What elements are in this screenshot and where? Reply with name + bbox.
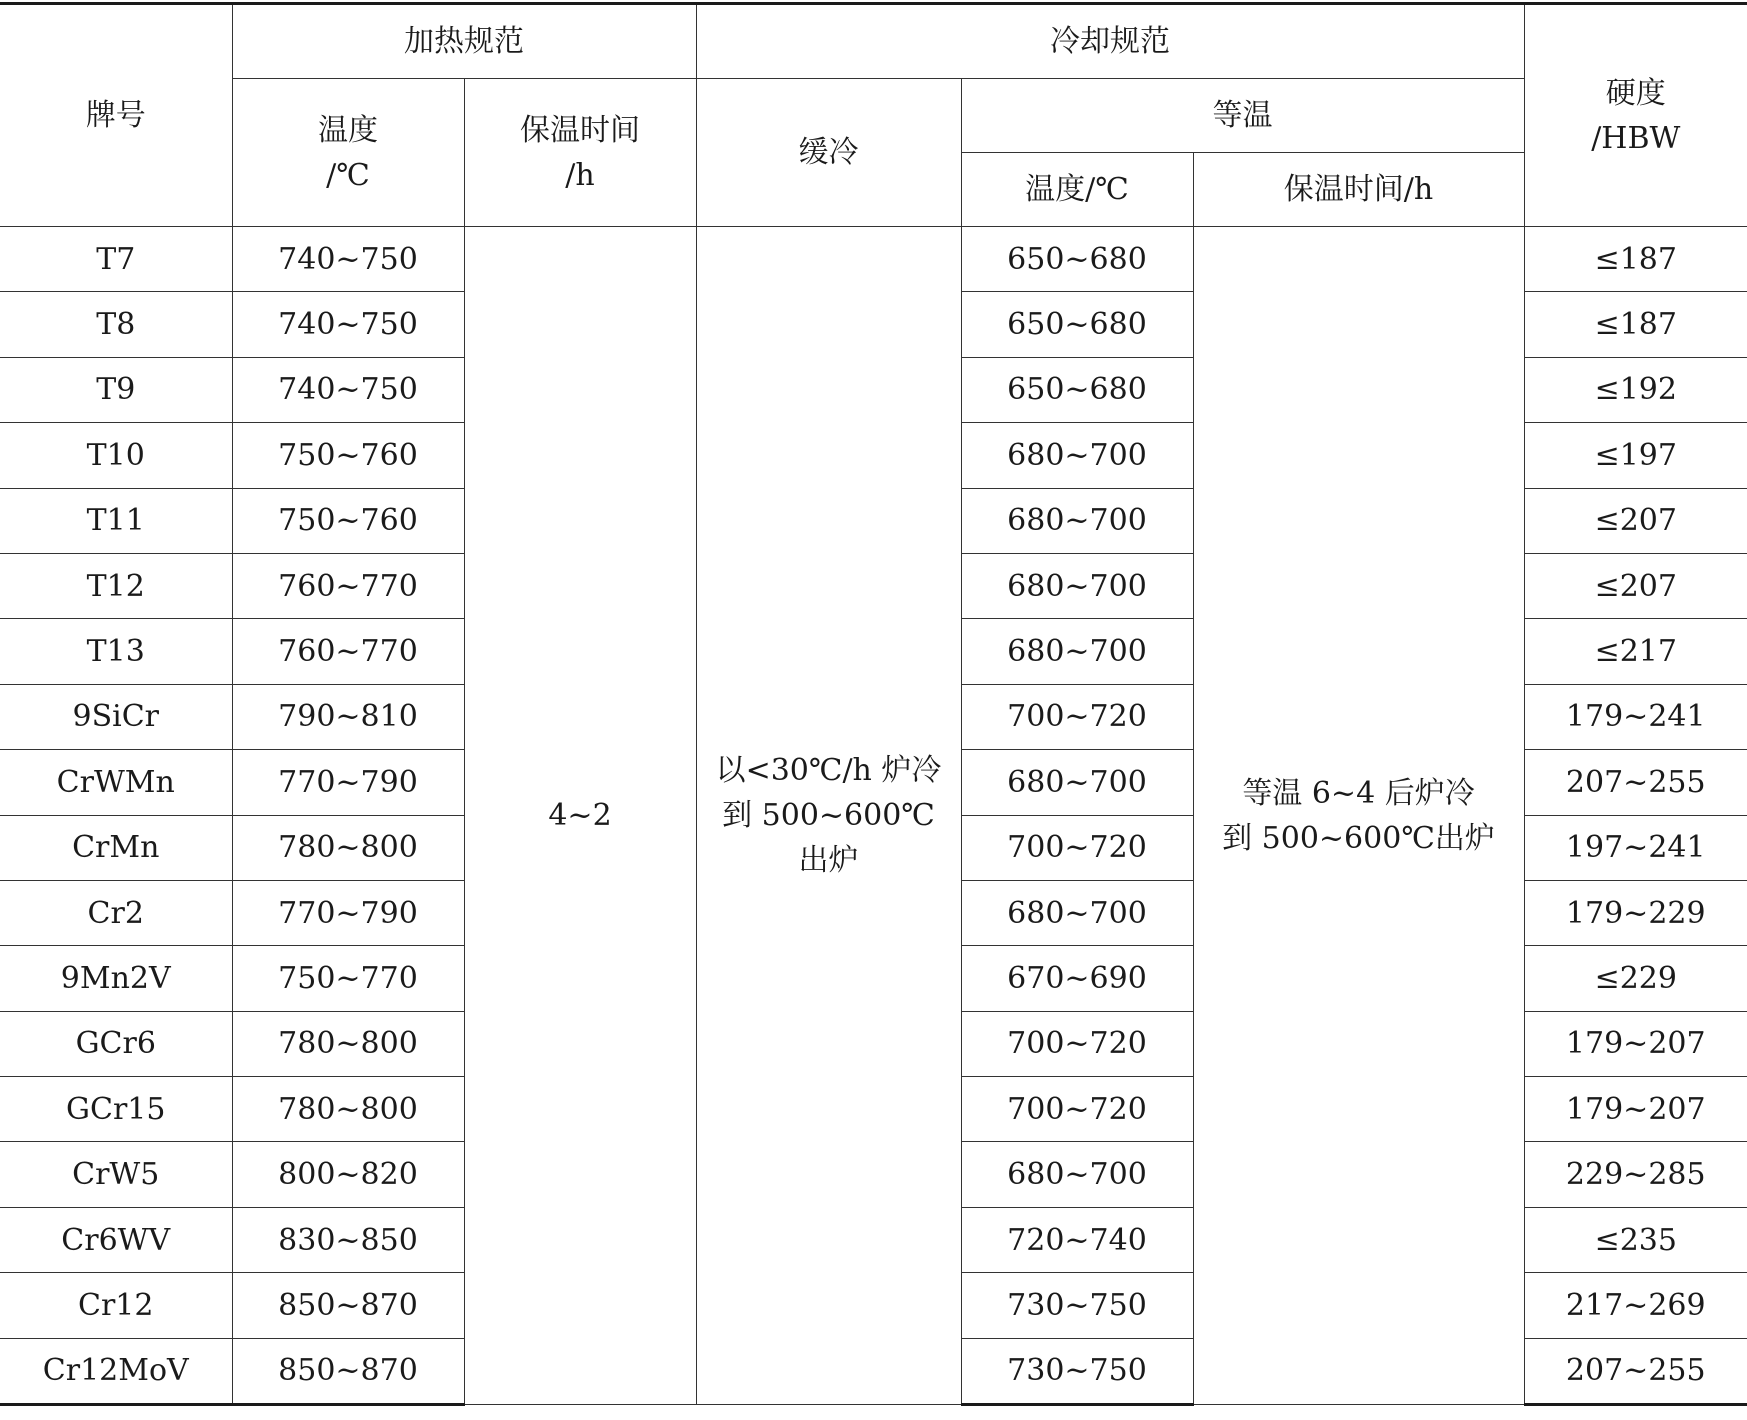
- grade-cell: T13: [0, 619, 232, 684]
- heat-temp-cell: 750~760: [232, 423, 464, 488]
- hardness-cell: 197~241: [1524, 815, 1747, 880]
- iso-temp-cell: 700~720: [961, 684, 1193, 749]
- grade-cell: Cr12MoV: [0, 1338, 232, 1404]
- heat-temp-cell: 770~790: [232, 880, 464, 945]
- grade-cell: T7: [0, 227, 232, 292]
- hardness-cell: 179~229: [1524, 880, 1747, 945]
- heat-temp-cell: 740~750: [232, 227, 464, 292]
- heat-temp-cell: 760~770: [232, 619, 464, 684]
- hardness-cell: 207~255: [1524, 1338, 1747, 1404]
- iso-temp-header: 温度/℃: [961, 153, 1193, 227]
- iso-temp-cell: 680~700: [961, 1142, 1193, 1207]
- grade-cell: Cr6WV: [0, 1207, 232, 1272]
- grade-cell: CrWMn: [0, 750, 232, 815]
- heat-temp-cell: 790~810: [232, 684, 464, 749]
- heating-spec-header: 加热规范: [232, 4, 696, 79]
- grade-cell: T9: [0, 357, 232, 422]
- heat-temp-cell: 830~850: [232, 1207, 464, 1272]
- grade-cell: 9SiCr: [0, 684, 232, 749]
- hardness-cell: ≤207: [1524, 553, 1747, 618]
- iso-temp-cell: 720~740: [961, 1207, 1193, 1272]
- heat-temp-cell: 750~760: [232, 488, 464, 553]
- header-row-2: [0, 79, 1747, 153]
- slow-cool-header: 缓冷: [696, 79, 961, 227]
- grade-cell: Cr2: [0, 880, 232, 945]
- hardness-cell: 179~241: [1524, 684, 1747, 749]
- iso-temp-cell: 680~700: [961, 880, 1193, 945]
- iso-temp-cell: 700~720: [961, 1011, 1193, 1076]
- heat-temp-cell: 780~800: [232, 1011, 464, 1076]
- heat-temp-cell: 800~820: [232, 1142, 464, 1207]
- hardness-cell: 179~207: [1524, 1077, 1747, 1142]
- iso-temp-cell: 680~700: [961, 553, 1193, 618]
- grade-cell: T10: [0, 423, 232, 488]
- iso-hold-merged-cell: 等温 6~4 后炉冷 到 500~600℃出炉: [1193, 227, 1524, 1405]
- heat-temp-cell: 850~870: [232, 1338, 464, 1404]
- iso-hold-header: 保温时间/h: [1193, 153, 1524, 227]
- hardness-cell: ≤217: [1524, 619, 1747, 684]
- grade-cell: T8: [0, 292, 232, 357]
- hardness-cell: ≤197: [1524, 423, 1747, 488]
- heat-temp-cell: 740~750: [232, 292, 464, 357]
- hardness-cell: 229~285: [1524, 1142, 1747, 1207]
- grade-header: 牌号: [0, 4, 232, 227]
- iso-temp-cell: 700~720: [961, 815, 1193, 880]
- hardness-cell: ≤187: [1524, 292, 1747, 357]
- table-row: [0, 227, 1747, 292]
- heat-hold-header: 保温时间 /h: [464, 79, 696, 227]
- iso-temp-cell: 680~700: [961, 423, 1193, 488]
- iso-temp-cell: 670~690: [961, 946, 1193, 1011]
- header-row-1: [0, 4, 1747, 79]
- grade-cell: 9Mn2V: [0, 946, 232, 1011]
- grade-cell: T12: [0, 553, 232, 618]
- heat-temp-cell: 780~800: [232, 815, 464, 880]
- grade-cell: T11: [0, 488, 232, 553]
- grade-cell: Cr12: [0, 1273, 232, 1338]
- iso-temp-cell: 650~680: [961, 292, 1193, 357]
- grade-cell: CrMn: [0, 815, 232, 880]
- heat-temp-cell: 780~800: [232, 1077, 464, 1142]
- hardness-cell: ≤229: [1524, 946, 1747, 1011]
- iso-temp-cell: 730~750: [961, 1273, 1193, 1338]
- iso-temp-cell: 680~700: [961, 619, 1193, 684]
- cooling-spec-header: 冷却规范: [696, 4, 1524, 79]
- heat-temp-cell: 760~770: [232, 553, 464, 618]
- iso-temp-cell: 700~720: [961, 1077, 1193, 1142]
- hardness-cell: ≤192: [1524, 357, 1747, 422]
- heat-hold-merged-cell: 4~2: [464, 227, 696, 1405]
- isothermal-header: 等温: [961, 79, 1524, 153]
- iso-temp-cell: 650~680: [961, 227, 1193, 292]
- grade-cell: GCr15: [0, 1077, 232, 1142]
- heat-temp-header: 温度 /℃: [232, 79, 464, 227]
- annealing-spec-table: [0, 2, 1747, 1406]
- iso-temp-cell: 650~680: [961, 357, 1193, 422]
- hardness-cell: ≤187: [1524, 227, 1747, 292]
- heat-temp-cell: 750~770: [232, 946, 464, 1011]
- grade-cell: CrW5: [0, 1142, 232, 1207]
- hardness-cell: 217~269: [1524, 1273, 1747, 1338]
- iso-temp-cell: 730~750: [961, 1338, 1193, 1404]
- hardness-cell: ≤207: [1524, 488, 1747, 553]
- slow-cool-merged-cell: 以<30℃/h 炉冷 到 500~600℃ 出炉: [696, 227, 961, 1405]
- iso-temp-cell: 680~700: [961, 750, 1193, 815]
- iso-temp-cell: 680~700: [961, 488, 1193, 553]
- grade-cell: GCr6: [0, 1011, 232, 1076]
- hardness-cell: ≤235: [1524, 1207, 1747, 1272]
- hardness-cell: 207~255: [1524, 750, 1747, 815]
- heat-temp-cell: 740~750: [232, 357, 464, 422]
- hardness-header: 硬度 /HBW: [1524, 4, 1747, 227]
- heat-temp-cell: 770~790: [232, 750, 464, 815]
- hardness-cell: 179~207: [1524, 1011, 1747, 1076]
- heat-temp-cell: 850~870: [232, 1273, 464, 1338]
